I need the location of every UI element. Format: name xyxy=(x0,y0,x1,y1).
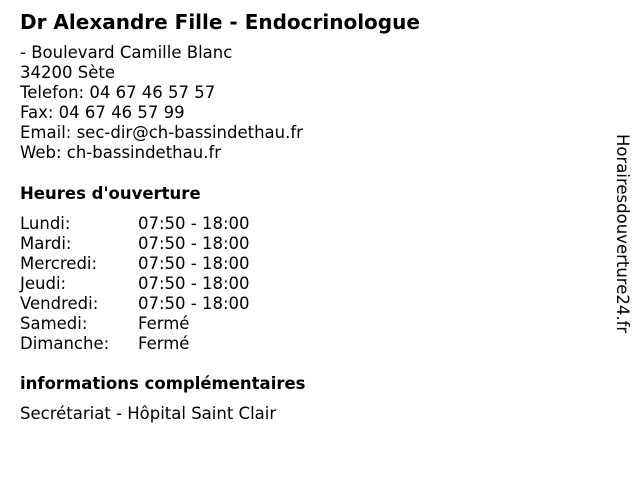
day-label: Lundi: xyxy=(20,214,71,233)
opening-time: Fermé xyxy=(138,314,190,333)
hours-table xyxy=(20,214,250,354)
opening-time: 07:50 - 18:00 xyxy=(138,274,250,293)
hours-row-friday xyxy=(20,294,250,314)
day-label: Mercredi: xyxy=(20,254,98,273)
info-text: Secrétariat - Hôpital Saint Clair xyxy=(20,404,277,423)
day-label: Jeudi: xyxy=(20,274,67,293)
hours-row-saturday xyxy=(20,314,250,334)
hours-row-wednesday xyxy=(20,254,250,274)
website: Web: ch-bassindethau.fr xyxy=(20,143,222,162)
hours-heading: Heures d'ouverture xyxy=(20,184,201,203)
email-address: Email: sec-dir@ch-bassindethau.fr xyxy=(20,123,303,142)
street-address: - Boulevard Camille Blanc xyxy=(20,43,233,62)
info-heading: informations complémentaires xyxy=(20,374,306,393)
hours-row-thursday xyxy=(20,274,250,294)
site-watermark-label: Horairesdouverture24.fr xyxy=(613,134,632,334)
day-label: Samedi: xyxy=(20,314,88,333)
day-label: Vendredi: xyxy=(20,294,99,313)
phone-number: Telefon: 04 67 46 57 57 xyxy=(20,83,216,102)
day-label: Mardi: xyxy=(20,234,72,253)
hours-row-sunday xyxy=(20,334,250,354)
sidebar-watermark xyxy=(612,134,632,374)
contact-block xyxy=(20,43,303,163)
day-label: Dimanche: xyxy=(20,334,110,353)
opening-time: 07:50 - 18:00 xyxy=(138,234,250,253)
opening-time: 07:50 - 18:00 xyxy=(138,214,250,233)
city-address: 34200 Sète xyxy=(20,63,115,82)
hours-row-monday xyxy=(20,214,250,234)
page-title: Dr Alexandre Fille - Endocrinologue xyxy=(20,10,420,34)
opening-time: Fermé xyxy=(138,334,190,353)
opening-time: 07:50 - 18:00 xyxy=(138,254,250,273)
opening-time: 07:50 - 18:00 xyxy=(138,294,250,313)
hours-row-tuesday xyxy=(20,234,250,254)
fax-number: Fax: 04 67 46 57 99 xyxy=(20,103,185,122)
